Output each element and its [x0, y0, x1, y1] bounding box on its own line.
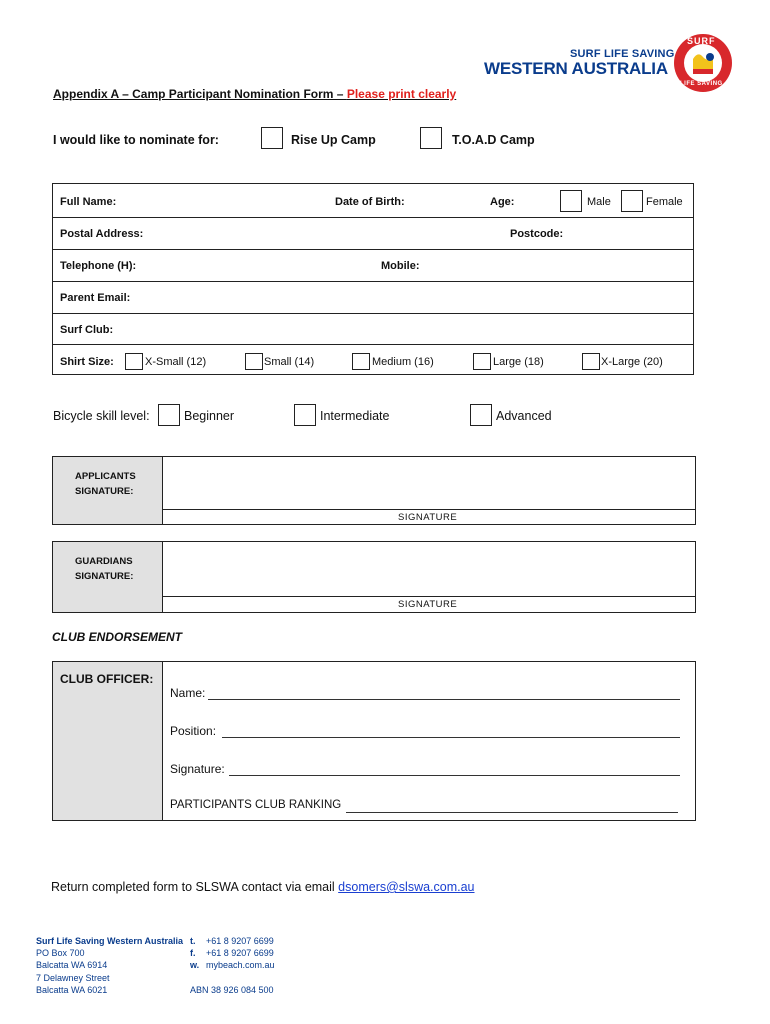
bicycle-skill-label: Bicycle skill level:	[53, 409, 150, 423]
footer-address-line: 7 Delawney Street	[36, 972, 110, 983]
shirt-xsmall-checkbox[interactable]	[125, 353, 143, 370]
guardian-signature-area[interactable]	[163, 542, 695, 596]
nominate-label: I would like to nominate for:	[53, 133, 219, 147]
officer-name-label: Name:	[170, 686, 206, 700]
row-divider	[52, 344, 694, 345]
shirt-large-label: Large (18)	[493, 356, 544, 368]
applicant-caption-divider	[163, 509, 695, 510]
shirt-xlarge-label: X-Large (20)	[601, 356, 663, 368]
officer-position-label: Position:	[170, 724, 217, 738]
web-label: w.	[190, 960, 200, 971]
club-ranking-line[interactable]	[346, 812, 678, 813]
parent-email-label: Parent Email:	[60, 292, 131, 304]
shirt-xlarge-checkbox[interactable]	[582, 353, 600, 370]
shirt-small-label: Small (14)	[264, 356, 315, 368]
return-text: Return completed form to SLSWA contact via email	[51, 880, 335, 894]
contact-email-link[interactable]: dsomers@slswa.com.au	[338, 880, 475, 894]
advanced-label: Advanced	[496, 409, 552, 423]
postal-address-label: Postal Address:	[60, 228, 144, 240]
applicant-label-line1: APPLICANTS	[75, 471, 136, 482]
footer-org: Surf Life Saving Western Australia	[36, 936, 184, 946]
male-label: Male	[587, 196, 611, 208]
advanced-checkbox[interactable]	[470, 404, 492, 426]
guardian-caption-divider	[163, 596, 695, 597]
officer-name-line[interactable]	[208, 699, 680, 700]
applicant-signature-caption: SIGNATURE	[398, 512, 458, 523]
page-title	[53, 87, 456, 101]
footer-address-line: Balcatta WA 6021	[36, 984, 108, 995]
beginner-label: Beginner	[184, 409, 235, 423]
officer-signature-label: Signature:	[170, 762, 225, 776]
dob-label: Date of Birth:	[335, 196, 405, 208]
shirt-size-label: Shirt Size:	[60, 356, 114, 368]
title-highlight: Please print clearly	[346, 87, 457, 101]
rise-up-camp-checkbox[interactable]	[261, 127, 283, 149]
row-divider	[52, 249, 694, 250]
toad-camp-label: T.O.A.D Camp	[452, 133, 535, 147]
footer-address-line: PO Box 700	[36, 948, 85, 959]
officer-position-line[interactable]	[222, 737, 680, 738]
club-ranking-label: PARTICIPANTS CLUB RANKING	[170, 799, 342, 811]
fax-value: +61 8 9207 6699	[206, 948, 274, 959]
row-divider	[52, 281, 694, 282]
shirt-large-checkbox[interactable]	[473, 353, 491, 370]
logo	[480, 38, 740, 98]
fax-label: f.	[190, 948, 196, 959]
row-divider	[52, 313, 694, 314]
intermediate-checkbox[interactable]	[294, 404, 316, 426]
title-text: Appendix A – Camp Participant Nomination Form –	[53, 87, 344, 101]
shirt-medium-checkbox[interactable]	[352, 353, 370, 370]
beginner-checkbox[interactable]	[158, 404, 180, 426]
logo-line1: SURF LIFE SAVING	[570, 48, 675, 60]
shirt-xsmall-label: X-Small (12)	[145, 356, 207, 368]
full-name-label: Full Name:	[60, 196, 117, 208]
return-instructions	[51, 880, 475, 894]
telephone-label: Telephone (H):	[60, 260, 137, 272]
guardian-signature-caption: SIGNATURE	[398, 599, 458, 610]
badge-bottom-text: LIFE SAVING	[680, 81, 723, 87]
rise-up-camp-label: Rise Up Camp	[291, 133, 376, 147]
badge-top-text: SURF	[687, 36, 716, 46]
phone-value: +61 8 9207 6699	[206, 936, 274, 946]
mobile-label: Mobile:	[381, 260, 420, 272]
female-checkbox[interactable]	[621, 190, 643, 212]
postcode-label: Postcode:	[510, 228, 564, 240]
officer-signature-line[interactable]	[229, 775, 680, 776]
footer-contacts	[190, 935, 310, 996]
female-label: Female	[646, 196, 683, 208]
applicant-signature-area[interactable]	[163, 457, 695, 509]
abn-value: ABN 38 926 084 500	[190, 984, 274, 995]
details-table	[52, 183, 694, 375]
toad-camp-checkbox[interactable]	[420, 127, 442, 149]
guardian-label-line1: GUARDIANS	[75, 556, 133, 567]
shirt-small-checkbox[interactable]	[245, 353, 263, 370]
footer-address-line: Balcatta WA 6914	[36, 960, 108, 971]
web-value: mybeach.com.au	[206, 960, 275, 971]
phone-label: t.	[190, 936, 196, 946]
club-endorsement-heading: CLUB ENDORSEMENT	[52, 630, 183, 644]
logo-line2: WESTERN AUSTRALIA	[484, 59, 668, 78]
club-officer-label: CLUB OFFICER:	[60, 672, 154, 686]
applicant-label-line2: SIGNATURE:	[75, 486, 134, 497]
surf-club-label: Surf Club:	[60, 324, 114, 336]
age-label: Age:	[490, 196, 515, 208]
intermediate-label: Intermediate	[320, 409, 390, 423]
guardian-label-line2: SIGNATURE:	[75, 571, 134, 582]
male-checkbox[interactable]	[560, 190, 582, 212]
row-divider	[52, 217, 694, 218]
shirt-medium-label: Medium (16)	[372, 356, 434, 368]
